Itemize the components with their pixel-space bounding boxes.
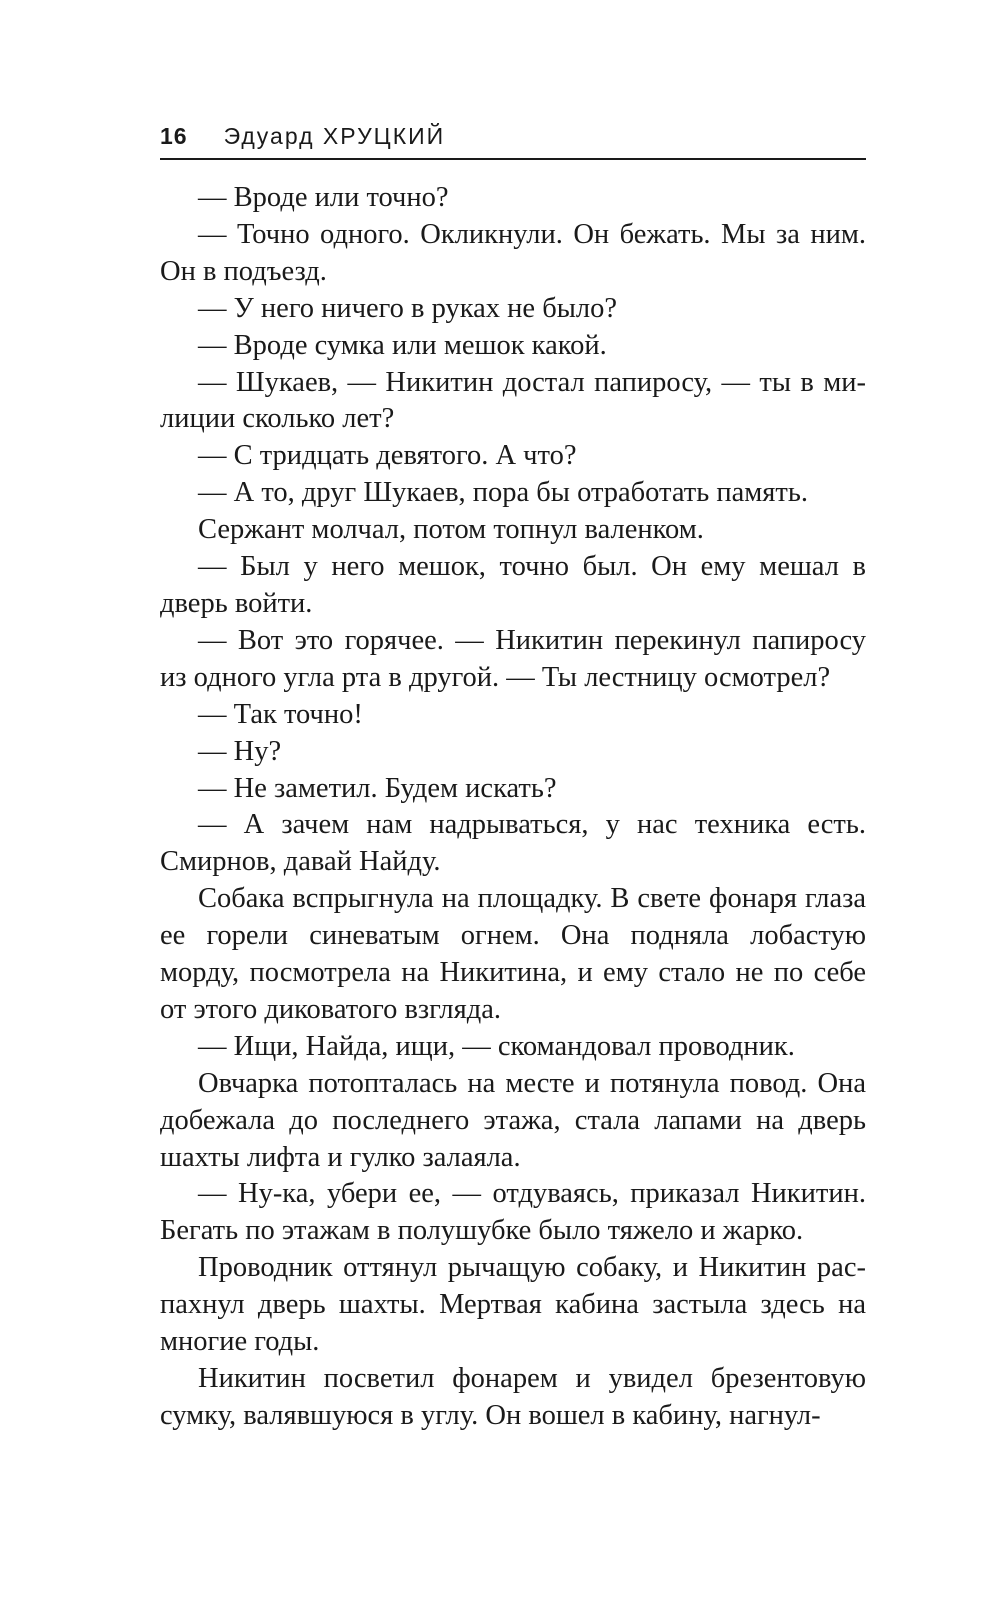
paragraph: — С тридцать девятого. А что?	[198, 440, 577, 472]
running-head	[160, 122, 866, 160]
page-number: 16	[160, 123, 188, 149]
paragraph: — Шукаев, — Никитин достал папиросу, — ты в милиции сколько лет?	[160, 366, 866, 435]
paragraph: — А зачем нам надрываться, у нас техника есть. Смирнов, давай Найду.	[160, 809, 866, 878]
author-name: Эдуард ХРУЦКИЙ	[223, 123, 446, 149]
paragraph: — Был у него мешок, точно был. Он ему мешал в дверь войти.	[160, 551, 866, 619]
paragraph: Овчарка потопталась на месте и потянула повод. Она добежала до последнего этажа, стала лапами на дверь шахты лифта и гулко залаяла.	[160, 1067, 866, 1173]
paragraph: — Ну?	[198, 735, 282, 767]
paragraph: — Ну-ка, убери ее, — отдуваясь, приказал Никитин. Бегать по этажам в полушубке было тяжело и жарко.	[160, 1178, 866, 1247]
paragraph: — Не заметил. Будем искать?	[198, 772, 557, 804]
paragraph: — А то, друг Шукаев, пора бы отработать память.	[198, 477, 808, 509]
body-text	[160, 180, 866, 1435]
paragraph: — У него ничего в руках не было?	[198, 292, 617, 324]
paragraph: Никитин посветил фонарем и увидел брезентовую сумку, валявшуюся в углу. Он вошел в кабину, нагнул-	[160, 1363, 866, 1431]
paragraph: — Вроде сумка или мешок какой.	[198, 329, 607, 361]
paragraph: Сержант молчал, потом топнул валенком.	[198, 514, 704, 546]
paragraph: Собака вспрыгнула на площадку. В свете фонаря глаза ее горели синеватым огнем. Она подняла лобастую морду, посмотрела на Никитина, и ему стало не по себе от этого диковатого взгляда.	[160, 883, 866, 1025]
paragraph: — Ищи, Найда, ищи, — скомандовал проводник.	[198, 1030, 795, 1062]
paragraph: — Так точно!	[198, 698, 363, 730]
paragraph: Проводник оттянул рычащую собаку, и Никитин распахнул дверь шахты. Мертвая кабина застыла здесь на многие годы.	[160, 1252, 866, 1358]
paragraph: — Вот это горячее. — Никитин перекинул папиросу из одного угла рта в другой. — Ты лестницу осмотрел?	[160, 624, 866, 693]
paragraph: — Вроде или точно?	[198, 182, 449, 213]
paragraph: — Точно одного. Окликнули. Он бежать. Мы за ним. Он в подъезд.	[160, 218, 866, 287]
